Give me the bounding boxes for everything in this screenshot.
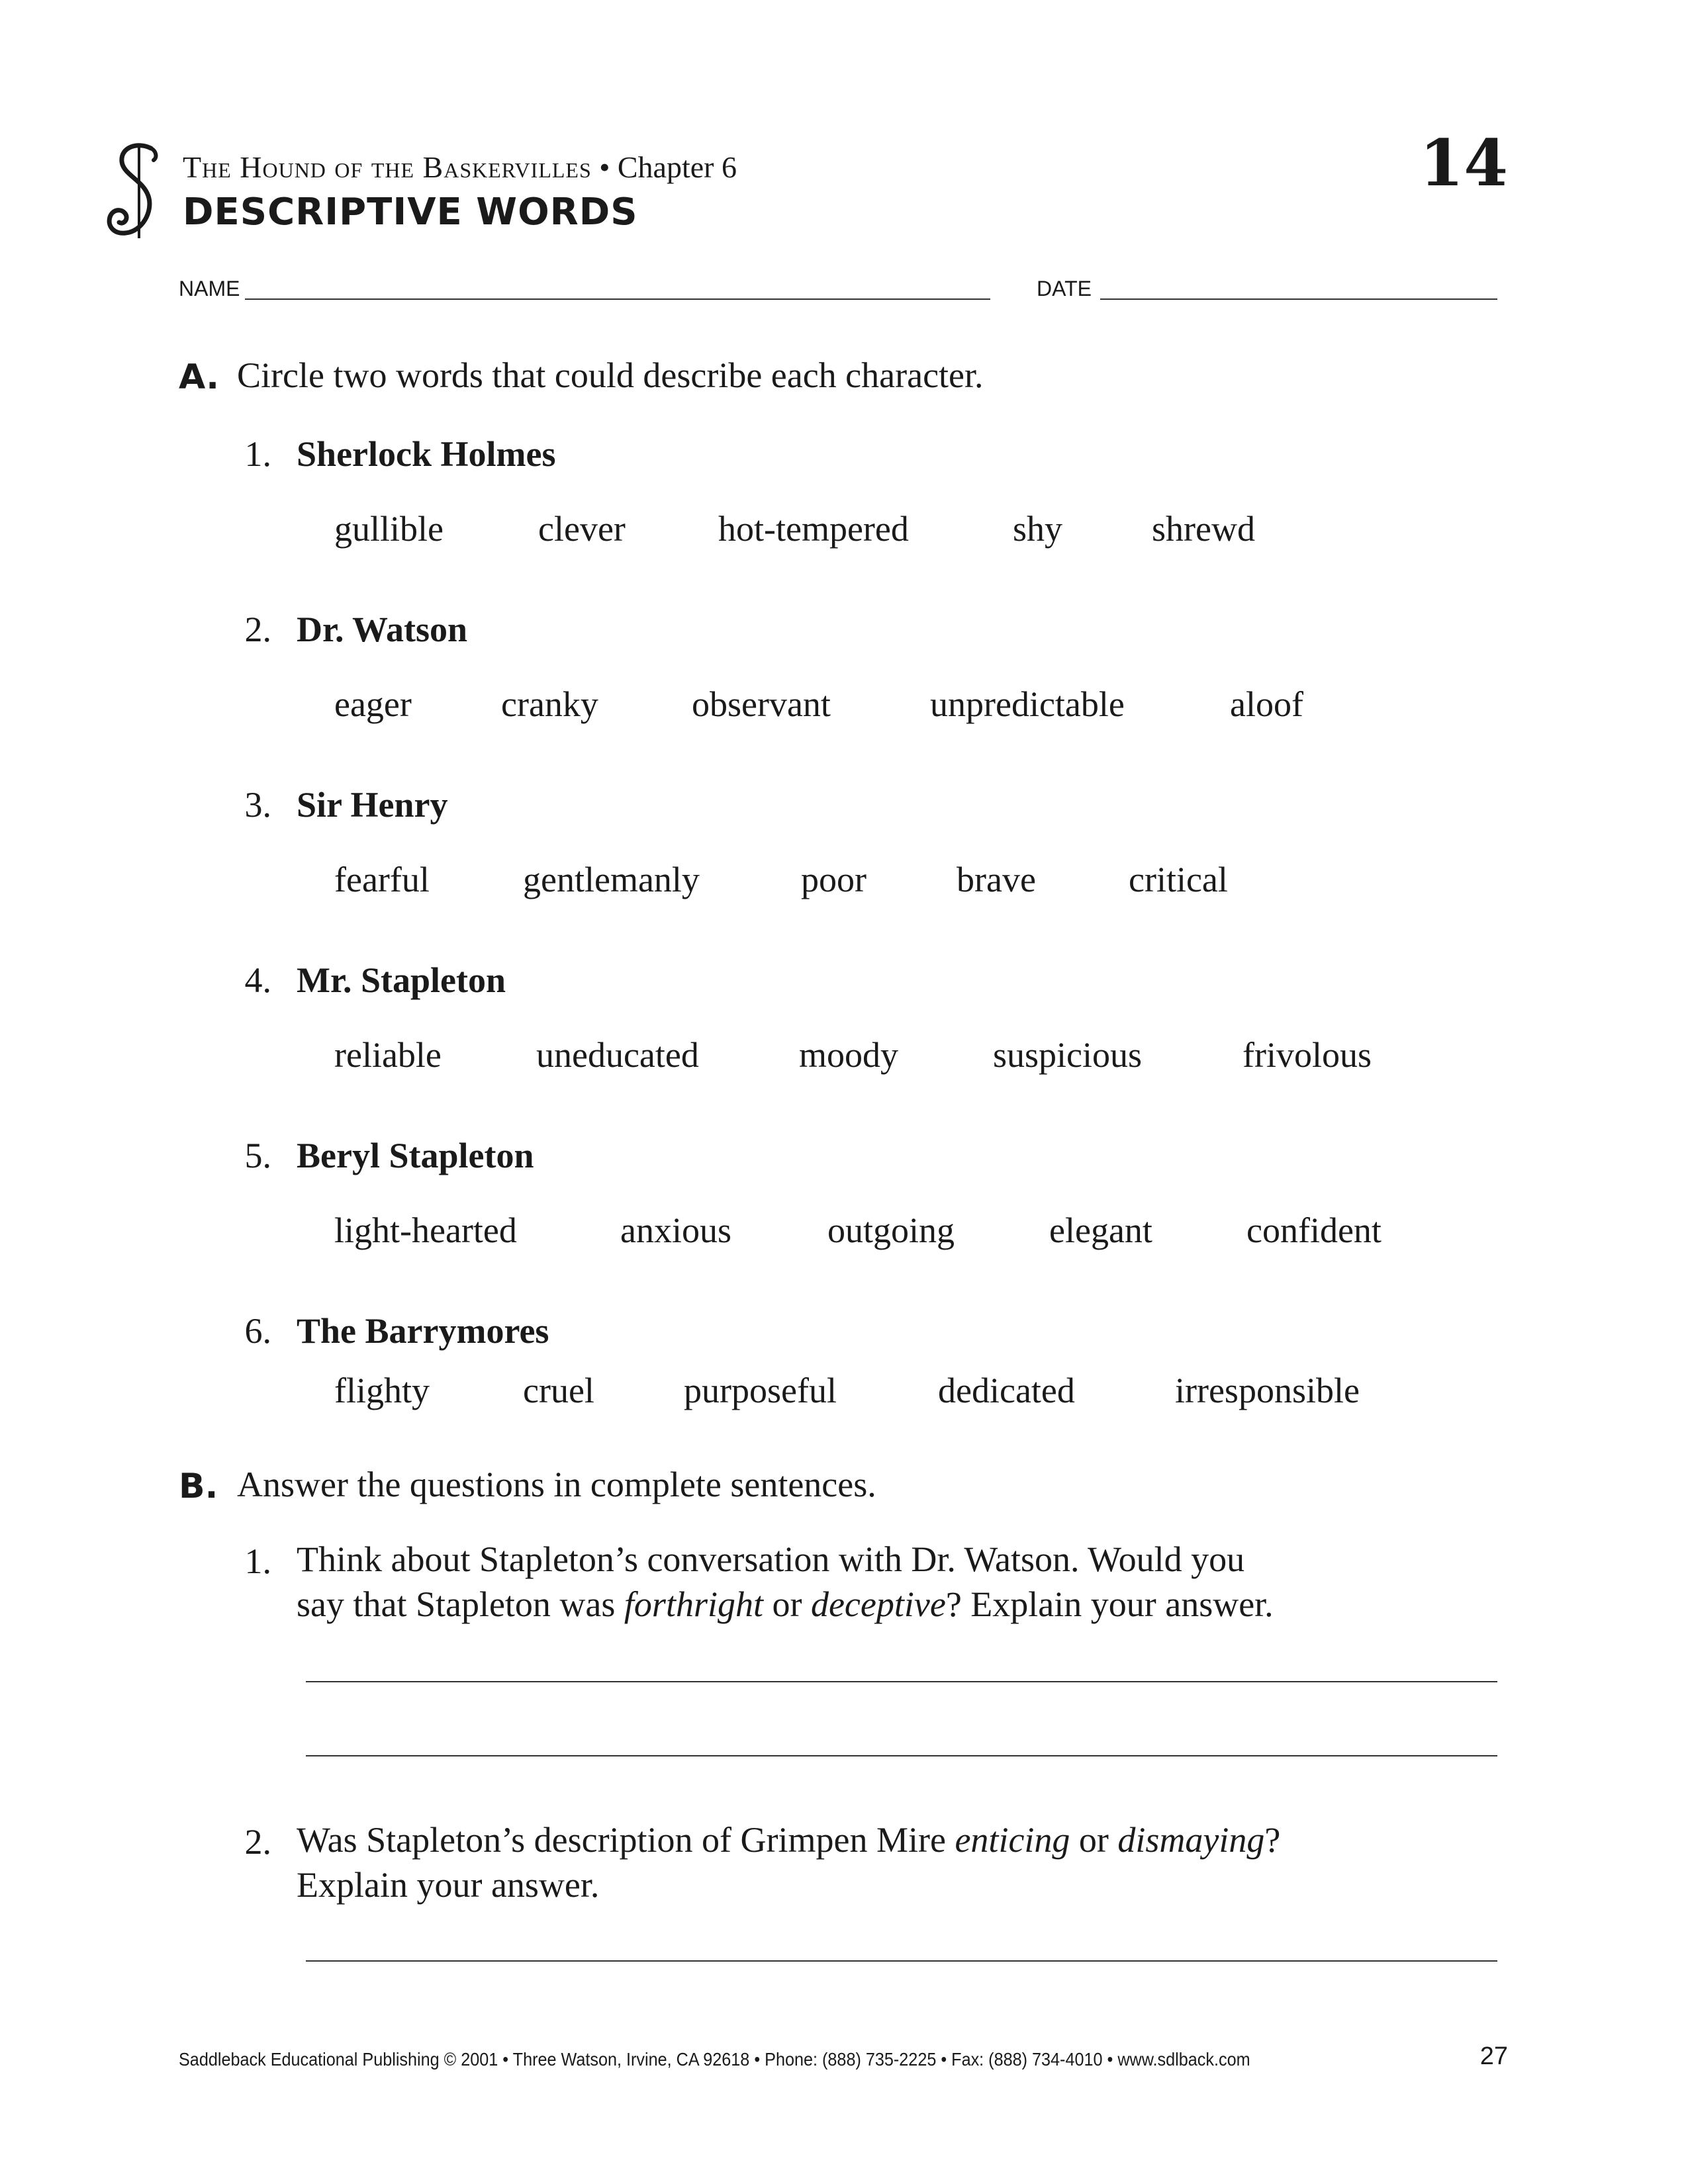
word-choice[interactable]: hot-tempered: [718, 509, 909, 549]
name-label: NAME: [179, 277, 240, 300]
character-name: Dr. Watson: [297, 610, 468, 649]
chapter-label: Chapter 6: [617, 150, 737, 184]
word-choice[interactable]: elegant: [1049, 1210, 1152, 1250]
word-choice[interactable]: suspicious: [993, 1035, 1143, 1075]
question-term: forthright: [624, 1584, 763, 1624]
question-line: [297, 1582, 1274, 1627]
question-line: Think about Stapleton’s conversation with Dr. Watson. Would you: [297, 1539, 1245, 1579]
word-choice[interactable]: moody: [799, 1035, 899, 1075]
question-line: Explain your answer.: [297, 1865, 600, 1905]
book-title-line: The Hound of the Baskervilles • Chapter 6: [183, 150, 737, 184]
word-choice[interactable]: cranky: [501, 684, 598, 724]
question-fragment: say that Stapleton was: [297, 1584, 624, 1624]
character-name: Sir Henry: [297, 785, 448, 825]
name-field[interactable]: [245, 298, 990, 300]
question-text: [297, 1537, 1274, 1627]
word-choice[interactable]: gullible: [334, 509, 444, 549]
question-term: enticing: [955, 1820, 1070, 1860]
word-choice[interactable]: light-hearted: [334, 1210, 517, 1250]
saddleback-s-logo-icon: [99, 139, 179, 245]
item-number: 3.: [244, 785, 271, 825]
word-choice[interactable]: eager: [334, 684, 412, 724]
question-number: 1.: [244, 1541, 271, 1581]
section-a-instruction: Circle two words that could describe each character.: [237, 355, 984, 395]
publisher-footer: Saddleback Educational Publishing © 2001 • Three Watson, Irvine, CA 92618 • Phone: (888) 735-2225 • Fax: (888) 734-4010 • www.sdlback.com: [179, 2049, 1250, 2070]
word-choice[interactable]: clever: [538, 509, 626, 549]
question-number: 2.: [244, 1822, 271, 1862]
word-choice[interactable]: aloof: [1230, 684, 1303, 724]
question-term: deceptive: [810, 1584, 946, 1624]
section-b-instruction: Answer the questions in complete sentences.: [237, 1465, 876, 1504]
word-choice[interactable]: irresponsible: [1175, 1371, 1360, 1410]
word-choice[interactable]: fearful: [334, 860, 430, 899]
character-name: Beryl Stapleton: [297, 1136, 534, 1175]
item-number: 6.: [244, 1311, 271, 1351]
answer-line[interactable]: [306, 1681, 1497, 1682]
word-choice[interactable]: reliable: [334, 1035, 442, 1075]
word-choice[interactable]: observant: [692, 684, 831, 724]
section-b-letter: B.: [179, 1467, 218, 1506]
word-choice[interactable]: cruel: [523, 1371, 594, 1410]
section-a-letter: A.: [179, 357, 219, 397]
word-choice[interactable]: gentlemanly: [523, 860, 700, 899]
character-name: The Barrymores: [297, 1311, 549, 1351]
question-fragment: or: [1070, 1820, 1118, 1860]
worksheet-number: 14: [1419, 126, 1508, 201]
item-number: 2.: [244, 610, 271, 649]
word-choice[interactable]: purposeful: [684, 1371, 837, 1410]
date-label: DATE: [1037, 277, 1092, 300]
book-title: The Hound of the Baskervilles: [183, 150, 592, 184]
word-choice[interactable]: confident: [1246, 1210, 1382, 1250]
question-fragment: ?: [1264, 1820, 1281, 1860]
item-number: 4.: [244, 960, 271, 1000]
item-number: 1.: [244, 434, 271, 474]
word-choice[interactable]: brave: [957, 860, 1036, 899]
word-choice[interactable]: unpredictable: [930, 684, 1125, 724]
answer-line[interactable]: [306, 1755, 1497, 1756]
word-choice[interactable]: outgoing: [827, 1210, 955, 1250]
word-choice[interactable]: shrewd: [1152, 509, 1255, 549]
word-choice[interactable]: dedicated: [938, 1371, 1075, 1410]
question-fragment: or: [763, 1584, 811, 1624]
word-choice[interactable]: flighty: [334, 1371, 430, 1410]
question-fragment: Was Stapleton’s description of Grimpen Mire: [297, 1820, 955, 1860]
word-choice[interactable]: poor: [801, 860, 867, 899]
question-fragment: ? Explain your answer.: [945, 1584, 1274, 1624]
question-text: [297, 1817, 1280, 1907]
word-choice[interactable]: frivolous: [1243, 1035, 1372, 1075]
item-number: 5.: [244, 1136, 271, 1175]
word-choice[interactable]: uneducated: [536, 1035, 699, 1075]
character-name: Mr. Stapleton: [297, 960, 506, 1000]
word-choice[interactable]: shy: [1013, 509, 1063, 549]
question-line: [297, 1817, 1280, 1862]
date-field[interactable]: [1100, 298, 1497, 300]
character-name: Sherlock Holmes: [297, 434, 556, 474]
word-choice[interactable]: anxious: [620, 1210, 731, 1250]
question-term: dismaying: [1117, 1820, 1265, 1860]
page-number: 27: [1479, 2042, 1508, 2070]
answer-line[interactable]: [306, 1960, 1497, 1962]
word-choice[interactable]: critical: [1129, 860, 1228, 899]
worksheet-title: DESCRIPTIVE WORDS: [183, 191, 638, 234]
